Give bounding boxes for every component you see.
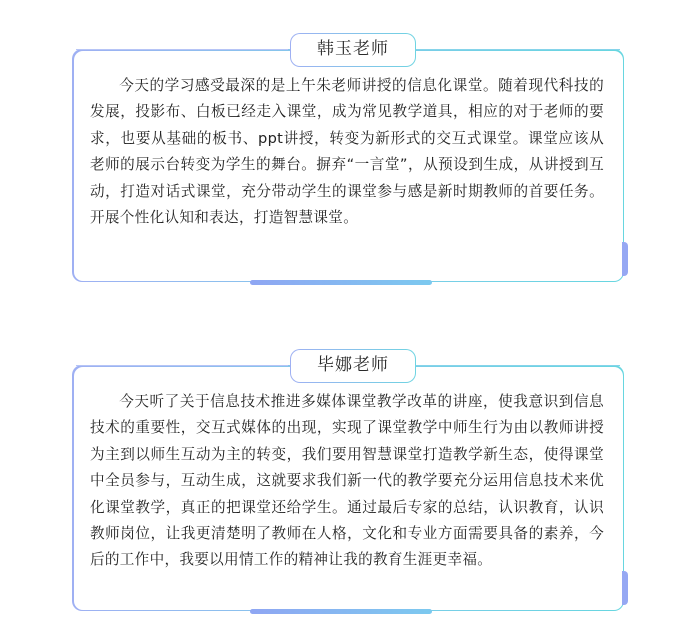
card-title: 毕娜老师 [290,349,416,383]
header-line-right [416,365,620,366]
header-line-left [76,365,288,366]
header-line-right [416,49,620,50]
side-tab-decoration [622,242,628,276]
teacher-card-bi-na [72,343,624,611]
card-header [72,33,624,69]
card-body-text: 今天听了关于信息技术推进多媒体课堂教学改革的讲座，使我意识到信息技术的重要性，交互式媒体的出现，实现了课堂教学中师生行为由以教师讲授为主到以师生互动为主的转变，我们要用智慧课堂打造教学新生态，使得课堂中全员参与，互动生成，这就要求我们新一代的教学要充分运用信息技术来优化课堂教学，真正的把课堂还给学生。通过最后专家的总结，认识教育，认识教师岗位，让我更清楚明了教师在人格，文化和专业方面需要具备的素养，今后的工作中，我要以用情工作的精神让我的教育生涯更幸福。 [90,393,604,569]
bottom-bar-decoration [250,609,432,614]
header-line-left [76,49,288,50]
side-tab-decoration [622,571,628,605]
card-header [72,349,624,385]
card-title: 韩玉老师 [290,33,416,67]
bottom-bar-decoration [250,280,432,285]
card-body-text: 今天的学习感受最深的是上午朱老师讲授的信息化课堂。随着现代科技的发展，投影布、白板已经走入课堂，成为常见教学道具，相应的对于老师的要求，也要从基础的板书、ppt讲授，转变为新形式的交互式课堂。课堂应该从老师的展示台转变为学生的舞台。摒弃“一言堂”，从预设到生成，从讲授到互动，打造对话式课堂，充分带动学生的课堂参与感是新时期教师的首要任务。开展个性化认知和表达，打造智慧课堂。 [90,77,604,227]
teacher-card-han-yu [72,27,624,282]
